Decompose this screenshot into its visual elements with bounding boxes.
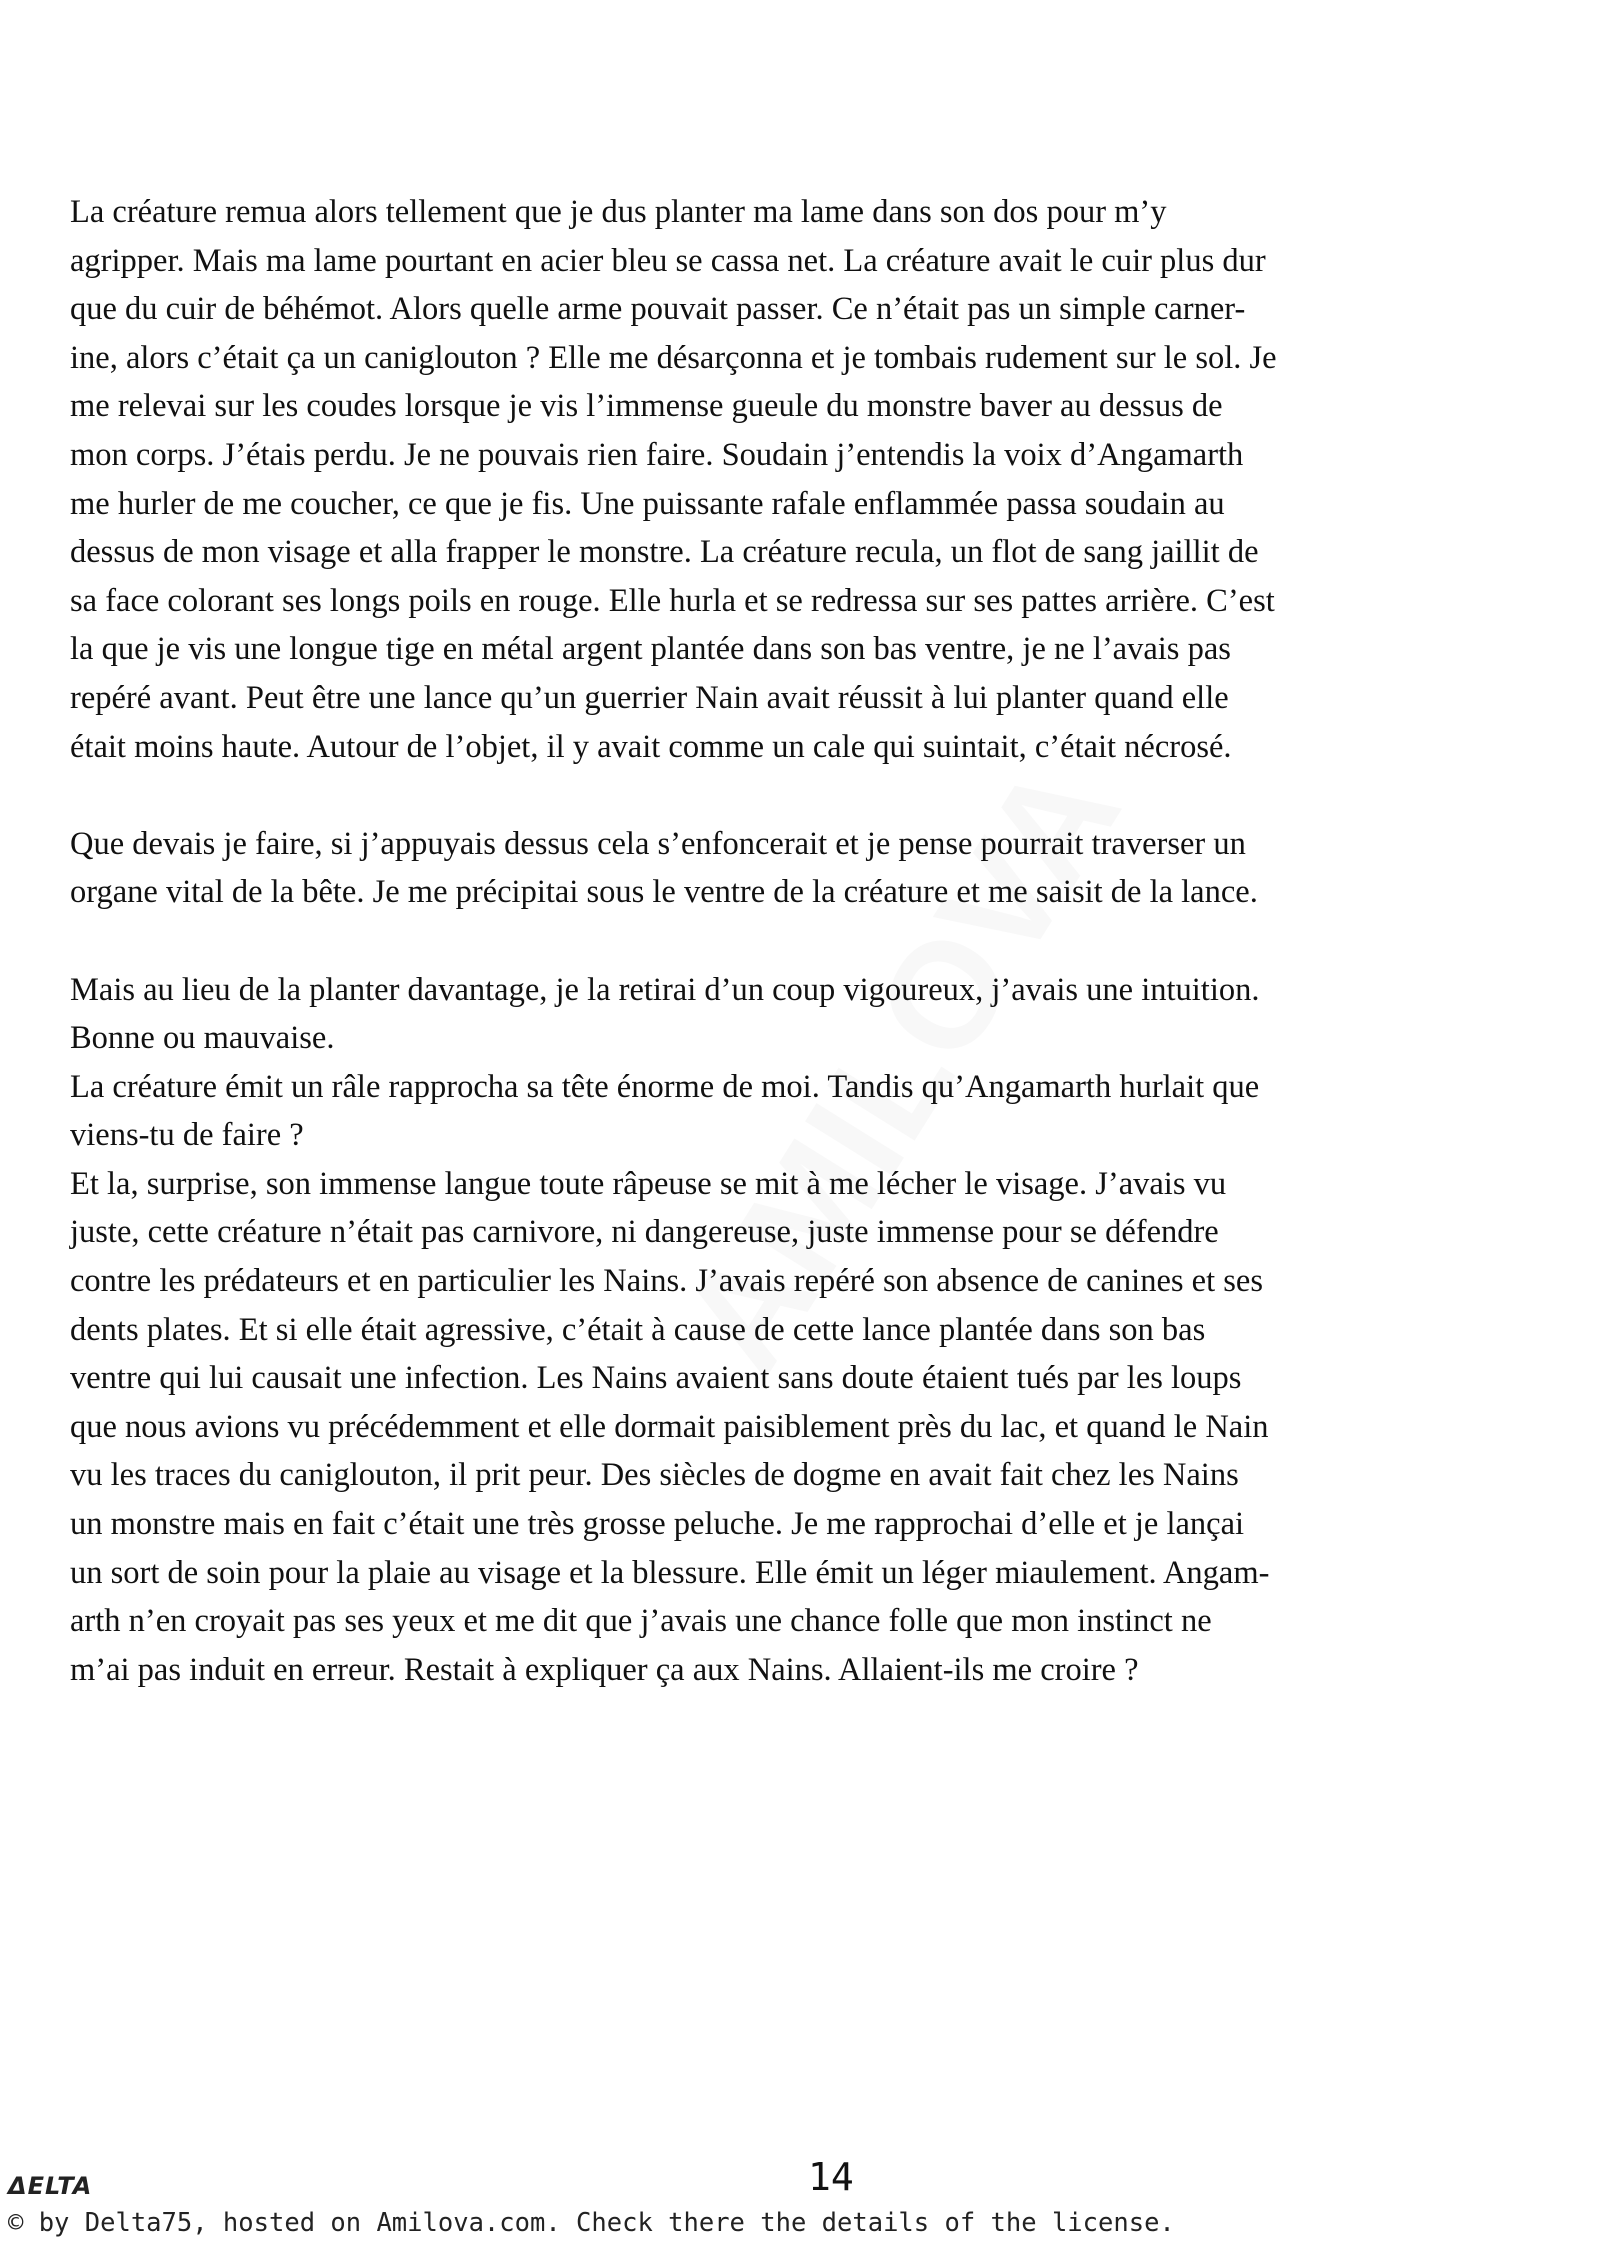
text-line: que nous avions vu précédemment et elle dormait paisiblement près du lac, et quand le Nain: [70, 1408, 1269, 1445]
text-line: mon corps. J’étais perdu. Je ne pouvais rien faire. Soudain j’entendis la voix d’Angamarth: [70, 436, 1244, 473]
text-line: dessus de mon visage et alla frapper le monstre. La créature recula, un flot de sang jaillit de: [70, 534, 1259, 571]
text-line: vu les traces du caniglouton, il prit peur. Des siècles de dogme en avait fait chez les Nains: [70, 1457, 1239, 1494]
text-line: La créature remua alors tellement que je dus planter ma lame dans son dos pour m’y: [70, 194, 1167, 230]
text-line: la que je vis une longue tige en métal argent plantée dans son bas ventre, je ne l’avais pas: [70, 631, 1231, 668]
text-line: Que devais je faire, si j’appuyais dessus cela s’enfoncerait et je pense pourrait traverser un: [70, 825, 1246, 862]
text-line: arth n’en croyait pas ses yeux et me dit que j’avais une chance folle que mon instinct ne: [70, 1603, 1212, 1640]
text-line: dents plates. Et si elle était agressive, c’était à cause de cette lance plantée dans son bas: [70, 1311, 1206, 1348]
paragraph-gap: [70, 771, 1565, 820]
text-line: Et la, surprise, son immense langue toute râpeuse se mit à me lécher le visage. J’avais vu: [70, 1165, 1227, 1202]
text-line: agripper. Mais ma lame pourtant en acier bleu se cassa net. La créature avait le cuir plus dur: [70, 242, 1266, 279]
text-line: un sort de soin pour la plaie au visage et la blessure. Elle émit un léger miaulement. Angam-: [70, 1554, 1270, 1591]
text-line: contre les prédateurs et en particulier les Nains. J’avais repéré son absence de canines et ses: [70, 1263, 1263, 1300]
text-line: ine, alors c’était ça un caniglouton ? Elle me désarçonna et je tombais rudement sur le sol. Je: [70, 339, 1277, 376]
story-text: [70, 188, 1565, 1694]
text-line: viens-tu de faire ?: [70, 1117, 304, 1154]
text-line: Bonne ou mauvaise.: [70, 1020, 335, 1057]
text-line: m’ai pas induit en erreur. Restait à expliquer ça aux Nains. Allaient-ils me croire ?: [70, 1651, 1139, 1688]
text-line: était moins haute. Autour de l’objet, il y avait comme un cale qui suintait, c’était nécrosé.: [70, 728, 1232, 765]
page-number: 14: [808, 2155, 854, 2199]
text-line: Mais au lieu de la planter davantage, je la retirai d’un coup vigoureux, j’avais une intuition.: [70, 971, 1260, 1008]
text-line: organe vital de la bête. Je me précipitai sous le ventre de la créature et me saisit de la lance.: [70, 874, 1258, 911]
text-line: me hurler de me coucher, ce que je fis. Une puissante rafale enflammée passa soudain au: [70, 485, 1225, 522]
text-line: un monstre mais en fait c’était une très grosse peluche. Je me rapprochai d’elle et je lançai: [70, 1506, 1245, 1543]
license-footer: © by Delta75, hosted on Amilova.com. Check there the details of the license.: [8, 2208, 1175, 2238]
text-line: sa face colorant ses longs poils en rouge. Elle hurla et se redressa sur ses pattes arrière. C’est: [70, 582, 1275, 619]
paragraph-gap: [70, 917, 1565, 966]
text-line: que du cuir de béhémot. Alors quelle arme pouvait passer. Ce n’était pas un simple carner-: [70, 291, 1246, 328]
text-line: repéré avant. Peut être une lance qu’un guerrier Nain avait réussit à lui planter quand elle: [70, 679, 1229, 716]
text-line: ventre qui lui causait une infection. Les Nains avaient sans doute étaient tués par les loups: [70, 1360, 1242, 1397]
text-line: me relevai sur les coudes lorsque je vis l’immense gueule du monstre baver au dessus de: [70, 388, 1223, 425]
text-line: La créature émit un râle rapprocha sa tête énorme de moi. Tandis qu’Angamarth hurlait que: [70, 1068, 1260, 1105]
text-line: juste, cette créature n’était pas carnivore, ni dangereuse, juste immense pour se défendre: [70, 1214, 1219, 1251]
author-logo: ΔELTA: [8, 2172, 93, 2200]
